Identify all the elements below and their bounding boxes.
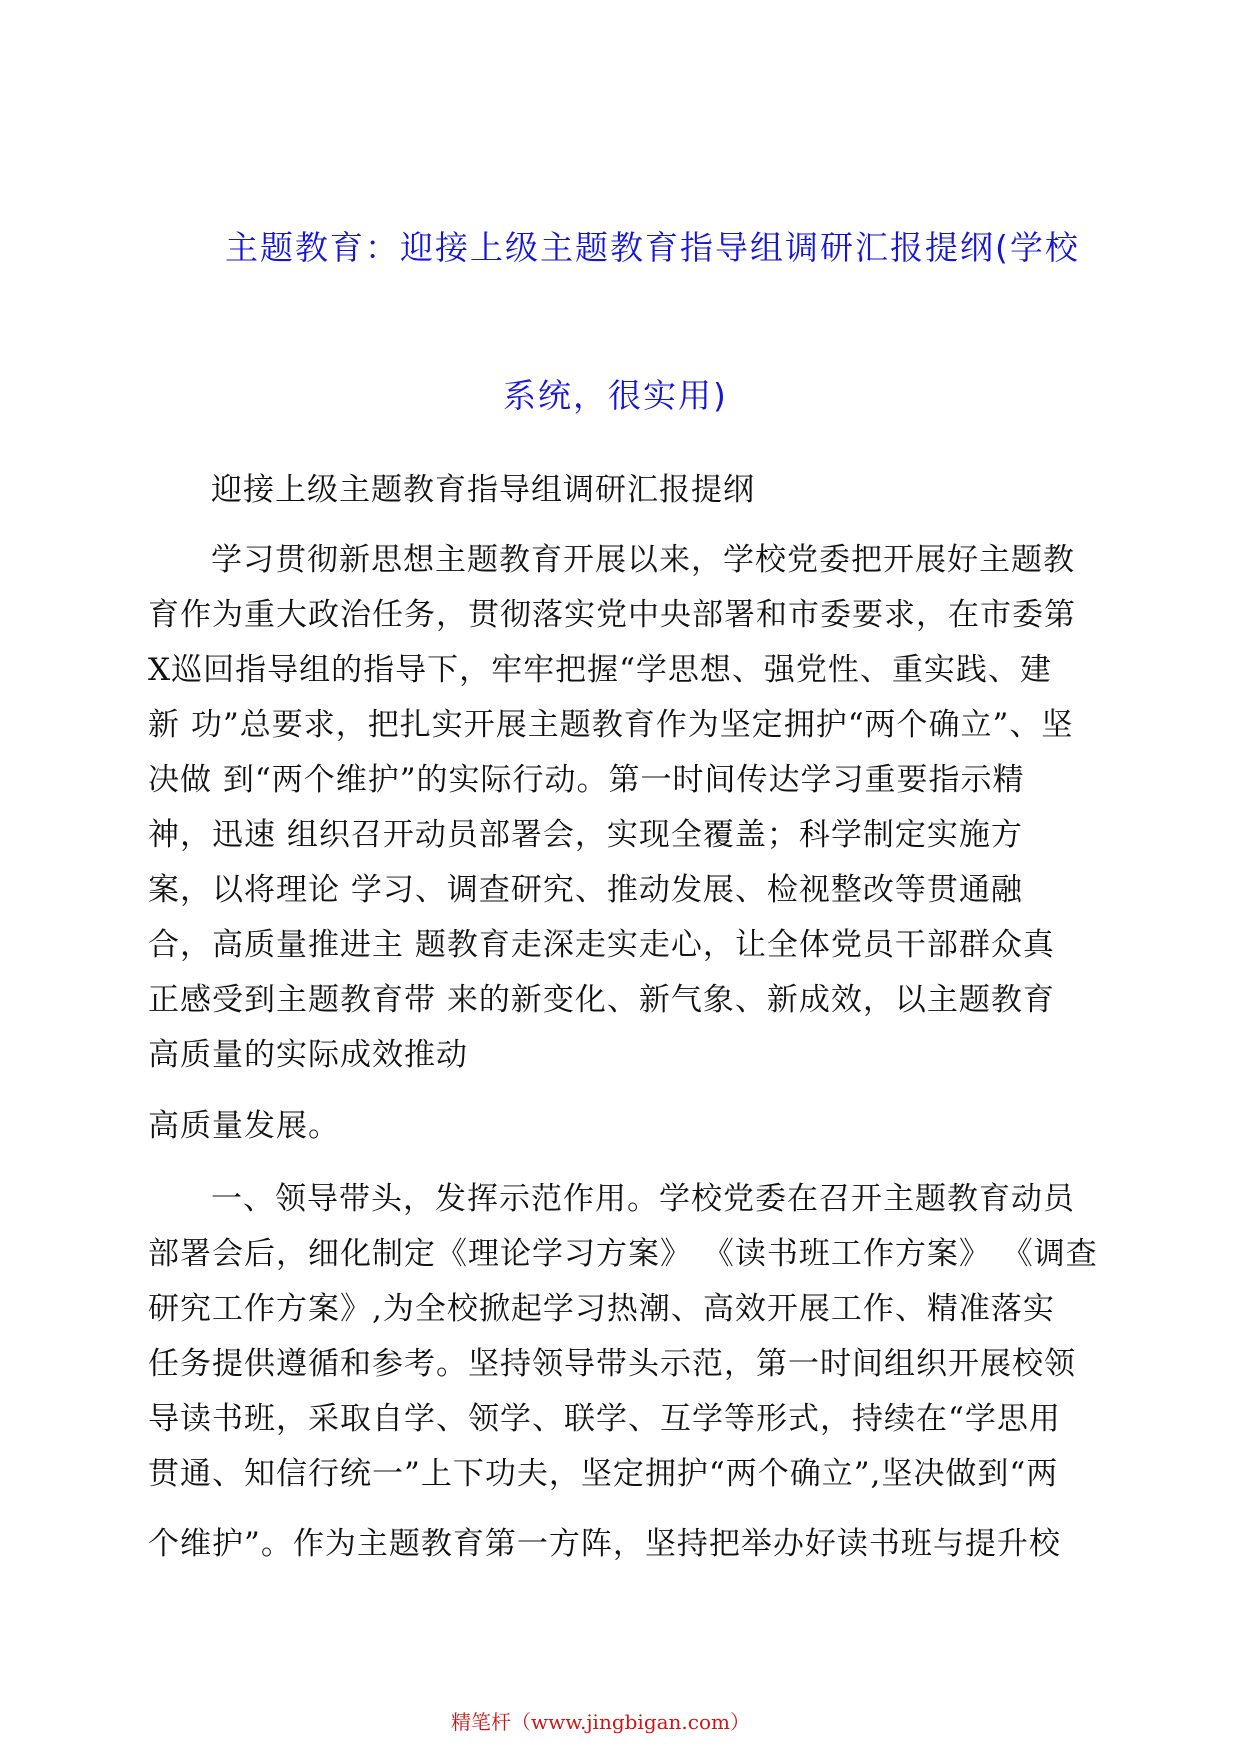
paragraph-2-line: 个维护”。作为主题教育第一方阵，坚持把举办好读书班与提升校 [148, 1526, 1061, 1562]
paragraph-2-line: 一、领导带头，发挥示范作用。学校党委在召开主题教育动员 [211, 1181, 1075, 1217]
paragraph-1-line: 新 功”总要求，把扎实开展主题教育作为坚定拥护“两个确立”、坚 [148, 707, 1074, 743]
paragraph-2-line: 任务提供遵循和参考。坚持领导带头示范，第一时间组织开展校领 [148, 1346, 1076, 1382]
paragraph-1-line: 决做 到“两个维护”的实际行动。第一时间传达学习重要指示精 [148, 762, 1025, 798]
paragraph-1-line: 合，高质量推进主 题教育走深走实走心，让全体党员干部群众真 [148, 927, 1055, 963]
document-title-line-2: 系统，很实用) [503, 376, 728, 415]
paragraph-1-line: 高质量发展。 [148, 1108, 340, 1144]
paragraph-1-line: 学习贯彻新思想主题教育开展以来，学校党委把开展好主题教 [211, 542, 1075, 578]
document-title-line-1: 主题教育：迎接上级主题教育指导组调研汇报提纲(学校 [225, 228, 1080, 267]
paragraph-1-line: 正感受到主题教育带 来的新变化、新气象、新成效，以主题教育 [148, 982, 1055, 1018]
paragraph-2-line: 研究工作方案》,为全校掀起学习热潮、高效开展工作、精准落实 [148, 1291, 1055, 1327]
paragraph-1-line: 高质量的实际成效推动 [148, 1037, 468, 1073]
paragraph-1-line: 育作为重大政治任务，贯彻落实党中央部署和市委要求，在市委第 [148, 597, 1076, 633]
paragraph-2-line: 导读书班，采取自学、领学、联学、互学等形式，持续在“学思用 [148, 1401, 1061, 1437]
footer-source-link[interactable]: 精笔杆（www.jingbigan.com） [451, 1710, 750, 1734]
paragraph-2-line: 贯通、知信行统一”上下功夫，坚定拥护“两个确立”,坚决做到“两 [148, 1456, 1059, 1492]
paragraph-1-line: 案，以将理论 学习、调查研究、推动发展、检视整改等贯通融 [148, 872, 1023, 908]
paragraph-1-line: X巡回指导组的指导下，牢牢把握“学思想、强党性、重实践、建 [148, 652, 1052, 688]
paragraph-2-line: 部署会后，细化制定《理论学习方案》 《读书班工作方案》 《调查 [148, 1236, 1098, 1272]
paragraph-1-line: 神，迅速 组织召开动员部署会，实现全覆盖；科学制定实施方 [148, 817, 1023, 853]
subheading: 迎接上级主题教育指导组调研汇报提纲 [211, 472, 755, 508]
